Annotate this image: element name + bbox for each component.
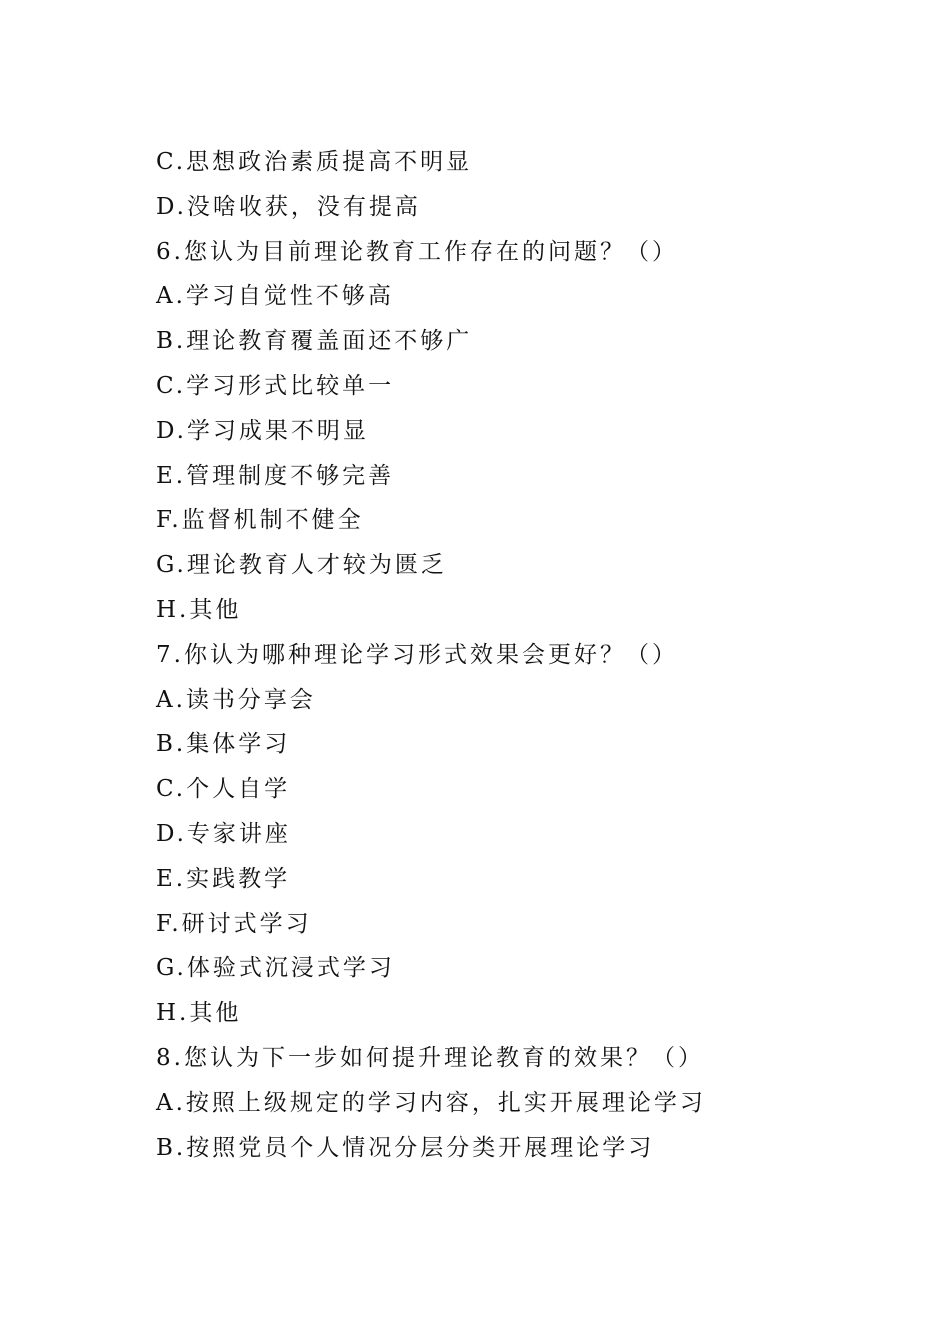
option-q8-a: A.按照上级规定的学习内容，扎实开展理论学习	[156, 1089, 706, 1116]
option-q6-a: A.学习自觉性不够高	[156, 283, 394, 310]
option-q6-g: G.理论教育人才较为匮乏	[156, 552, 447, 579]
option-q6-d: D.学习成果不明显	[156, 417, 369, 444]
option-q7-c: C.个人自学	[156, 776, 291, 803]
option-q7-a: A.读书分享会	[156, 686, 316, 713]
option-q7-b: B.集体学习	[156, 731, 291, 758]
option-q6-e: E.管理制度不够完善	[156, 462, 395, 489]
question-8: 8.您认为下一步如何提升理论教育的效果？（）	[156, 1044, 704, 1071]
option-q6-h: H.其他	[156, 596, 242, 623]
option-q6-c: C.学习形式比较单一	[156, 372, 395, 399]
option-q7-d: D.专家讲座	[156, 820, 291, 847]
option-q7-e: E.实践教学	[156, 865, 291, 892]
option-q5-d: D.没啥收获，没有提高	[156, 193, 421, 220]
option-q7-g: G.体验式沉浸式学习	[156, 955, 395, 982]
question-7: 7.你认为哪种理论学习形式效果会更好？（）	[156, 641, 678, 668]
option-q6-b: B.理论教育覆盖面还不够广	[156, 328, 473, 355]
option-q7-h: H.其他	[156, 1000, 242, 1027]
survey-content	[156, 140, 916, 1170]
question-6: 6.您认为目前理论教育工作存在的问题？（）	[156, 238, 678, 265]
option-q6-f: F.监督机制不健全	[156, 507, 364, 534]
option-q5-c: C.思想政治素质提高不明显	[156, 149, 473, 175]
option-q8-b: B.按照党员个人情况分层分类开展理论学习	[156, 1134, 655, 1161]
option-q7-f: F.研讨式学习	[156, 910, 312, 937]
